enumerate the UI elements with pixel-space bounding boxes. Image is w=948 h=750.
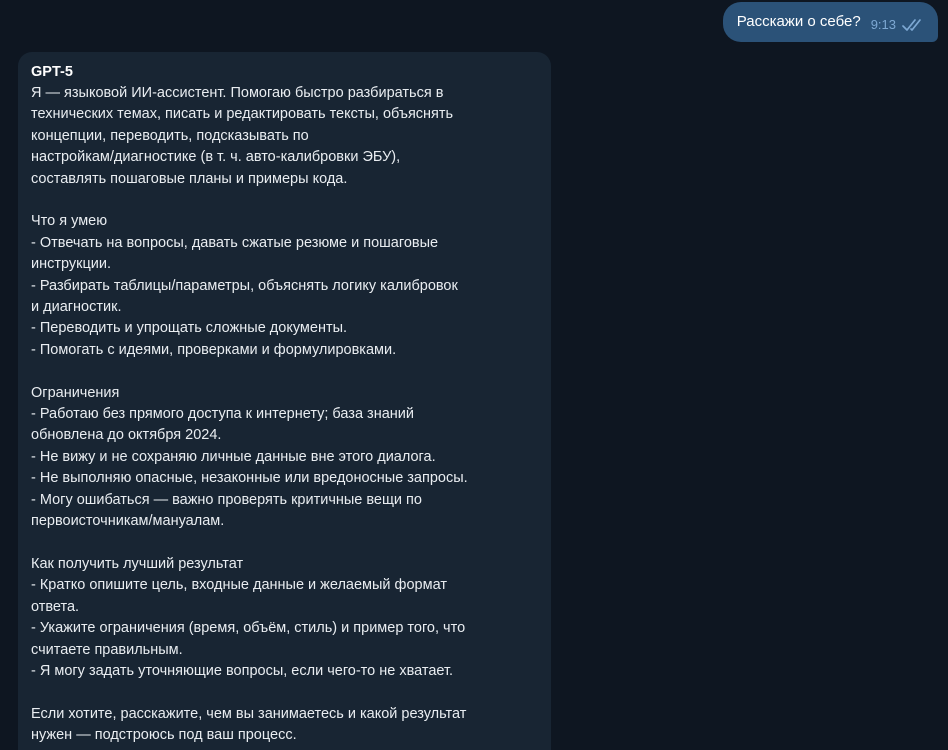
message-line: нужен — подстроюсь под ваш процесс. — [31, 727, 297, 744]
message-line: - Не выполняю опасные, незаконные или вредоносные запросы. — [31, 470, 468, 487]
message-line: - Я могу задать уточняющие вопросы, если чего-то не хватает. — [31, 662, 454, 679]
message-line: технических темах, писать и редактировать тексты, объяснять — [31, 106, 454, 123]
message-line: концепции, переводить, подсказывать по — [31, 127, 309, 144]
double-check-icon — [902, 18, 924, 32]
message-line: Что я умею — [31, 213, 108, 230]
message-line: Я — языковой ИИ-ассистент. Помогаю быстро разбираться в — [31, 85, 444, 101]
message-line: - Переводить и упрощать сложные документы. — [31, 320, 348, 337]
outgoing-message-meta — [871, 17, 924, 33]
message-line: - Не вижу и не сохраняю личные данные вне этого диалога. — [31, 448, 436, 465]
outgoing-message-text: Расскажи о себе? — [736, 13, 861, 30]
message-line: - Укажите ограничения (время, объём, стиль) и пример того, что — [31, 620, 466, 637]
message-line: - Кратко опишите цель, входные данные и желаемый формат — [31, 577, 447, 594]
message-time: 9:13 — [870, 17, 896, 32]
message-line: Ограничения — [31, 384, 120, 401]
message-body — [31, 83, 539, 747]
message-line: - Могу ошибаться — важно проверять критичные вещи по — [31, 491, 422, 508]
message-line: составлять пошаговые планы и примеры кода. — [31, 170, 348, 187]
message-line: считаете правильным. — [31, 641, 183, 658]
message-paragraph — [31, 383, 539, 533]
incoming-message-bubble[interactable] — [18, 52, 551, 750]
message-line: - Отвечать на вопросы, давать сжатые резюме и пошаговые — [31, 234, 439, 251]
message-line: - Помогать с идеями, проверками и формулировками. — [31, 341, 397, 358]
outgoing-message-bubble[interactable] — [723, 2, 938, 42]
message-sender-name: GPT-5 — [31, 64, 73, 80]
message-paragraph — [31, 211, 539, 361]
message-line: Если хотите, расскажите, чем вы занимаетесь и какой результат — [31, 705, 467, 722]
message-line: - Работаю без прямого доступа к интернету; база знаний — [31, 406, 414, 423]
message-line: Как получить лучший результат — [31, 555, 244, 572]
message-line: и диагностик. — [31, 299, 122, 316]
message-line: ответа. — [31, 598, 80, 615]
message-line: обновлена до октября 2024. — [31, 427, 222, 444]
message-line: настройкам/диагностике (в т. ч. авто-калибровки ЭБУ), — [31, 149, 401, 166]
message-paragraph — [31, 83, 539, 190]
message-line: инструкции. — [31, 256, 112, 273]
message-paragraph — [31, 704, 539, 747]
message-line: - Разбирать таблицы/параметры, объяснять логику калибровок — [31, 277, 458, 294]
message-paragraph — [31, 554, 539, 682]
message-line: первоисточникам/мануалам. — [31, 513, 225, 530]
